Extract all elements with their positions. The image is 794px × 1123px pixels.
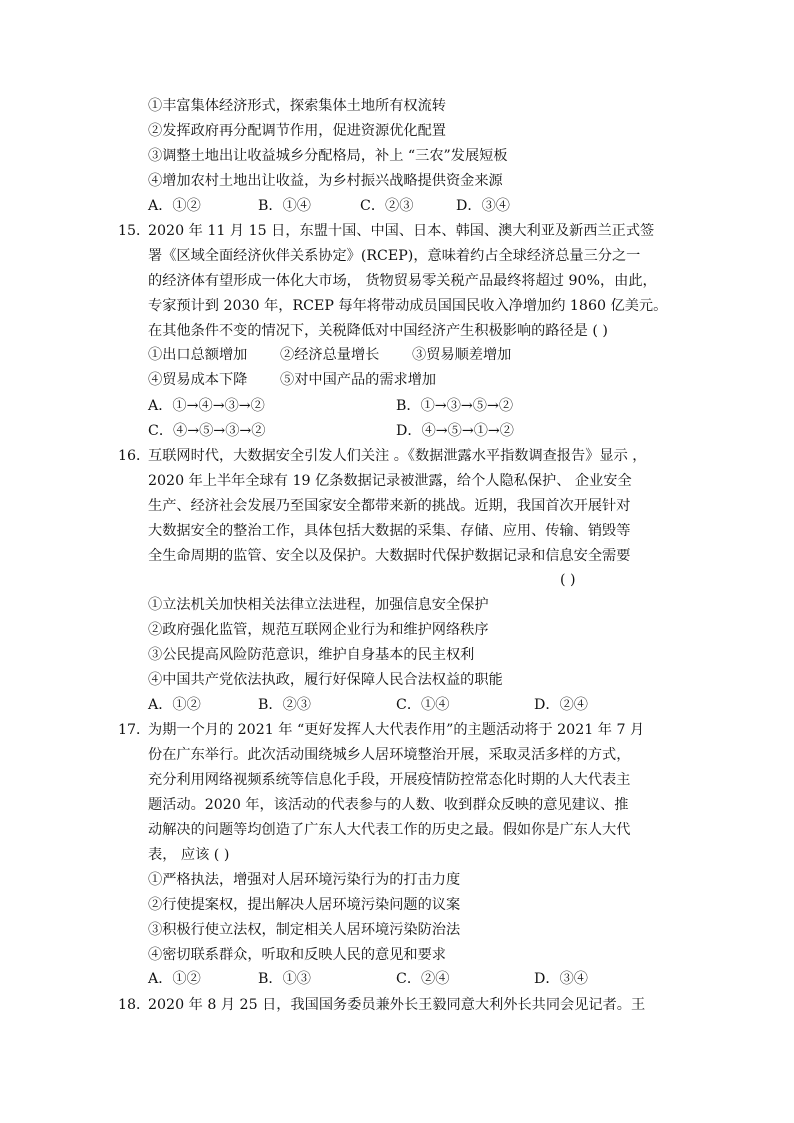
q16-option-c: C．①④ [396, 697, 450, 713]
q17-stem-line-5: 动解决的问题等均创造了广东人大代表工作的历史之最。假如你是广东人大代 [148, 822, 631, 838]
q17-stem-line-1: 为期一个月的 2021 年 “更好发挥人大代表作用”的主题活动将于 2021 年 7 月 [148, 722, 645, 738]
q15-item-1: ①出口总额增加 [148, 347, 248, 363]
q18-number: 18． [118, 997, 151, 1013]
q17-option-c: C．②④ [396, 971, 450, 987]
q16-item-2: ②政府强化监管，规范互联网企业行为和维护网络秩序 [148, 622, 489, 638]
q16-option-b: B．②③ [258, 697, 311, 713]
q16-stem-line-5: 全生命周期的监管、安全以及保护。大数据时代保护数据记录和信息安全需要 [148, 548, 631, 564]
q15-option-d: D．④→⑤→①→② [396, 423, 514, 439]
q17-item-4: ④密切联系群众，听取和反映人民的意见和要求 [148, 947, 446, 963]
q15-stem-line-2: 署《区域全面经济伙伴关系协定》(RCEP)，意味着约占全球经济总量三分之一 [148, 248, 641, 264]
q15-item-2: ②经济总量增长 [280, 347, 380, 363]
q17-stem-line-6: 表， 应该 ( ) [148, 847, 230, 863]
q14-option-a: A．①② [148, 198, 201, 214]
q16-stem-line-3: 生产、经济社会发展乃至国家安全都带来新的挑战。近期，我国首次开展针对 [148, 498, 631, 514]
q16-answer-blank: ( ) [560, 572, 576, 588]
q16-item-4: ④中国共产党依法执政，履行好保障人民合法权益的职能 [148, 672, 503, 688]
q17-option-b: B．①③ [258, 971, 311, 987]
q14-item-2: ②发挥政府再分配调节作用，促进资源优化配置 [148, 123, 446, 139]
q14-option-b: B．①④ [258, 198, 311, 214]
q17-number: 17． [118, 722, 151, 738]
q16-option-d: D．②④ [534, 697, 588, 713]
q14-option-c: C．②③ [360, 198, 414, 214]
q16-item-3: ③公民提高风险防范意识，维护自身基本的民主权利 [148, 647, 475, 663]
q14-item-1: ①丰富集体经济形式，探索集体土地所有权流转 [148, 98, 446, 114]
q18-stem-line-1: 2020 年 8 月 25 日，我国国务委员兼外长王毅同意大利外长共同会见记者。王 [148, 997, 646, 1013]
q15-stem-line-3: 的经济体有望形成一体化大市场， 货物贸易零关税产品最终将超过 90%，由此， [148, 273, 657, 289]
q14-option-d: D．③④ [456, 198, 510, 214]
q17-stem-line-4: 题活动。2020 年，该活动的代表参与的人数、收到群众反映的意见建议、推 [148, 797, 629, 813]
q17-item-1: ①严格执法，增强对人居环境污染行为的打击力度 [148, 872, 461, 888]
q16-stem-line-1: 互联网时代，大数据安全引发人们关注 。《数据泄露水平指数调查报告》显示 ， [148, 448, 647, 464]
q15-item-4: ④贸易成本下降 [148, 372, 248, 388]
q15-option-b: B．①→③→⑤→② [396, 398, 514, 414]
q16-stem-line-4: 大数据安全的整治工作，具体包括大数据的采集、存储、应用、传输、销毁等 [148, 523, 631, 539]
q15-item-5: ⑤对中国产品的需求增加 [280, 372, 437, 388]
q16-item-1: ①立法机关加快相关法律立法进程，加强信息安全保护 [148, 597, 489, 613]
q17-item-3: ③积极行使立法权，制定相关人居环境污染防治法 [148, 922, 461, 938]
q16-option-a: A．①② [148, 697, 201, 713]
q14-item-4: ④增加农村土地出让收益，为乡村振兴战略提供资金来源 [148, 173, 503, 189]
q17-stem-line-3: 充分利用网络视频系统等信息化手段，开展疫情防控常态化时期的人大代表主 [148, 772, 631, 788]
q14-item-3: ③调整土地出让收益城乡分配格局，补上 “三农”发展短板 [148, 148, 508, 164]
q17-item-2: ②行使提案权，提出解决人居环境污染问题的议案 [148, 897, 461, 913]
q17-stem-line-2: 份在广东举行。此次活动围绕城乡人居环境整治开展，采取灵活多样的方式， [148, 747, 631, 763]
q15-stem-line-4: 专家预计到 2030 年，RCEP 每年将带动成员国国民收入净增加约 1860 亿美元。 [148, 298, 668, 314]
q15-option-a: A．①→④→③→② [148, 398, 265, 414]
q17-option-a: A．①② [148, 971, 201, 987]
q15-stem-line-1: 2020 年 11 月 15 日，东盟十国、中国、日本、韩国、澳大利亚及新西兰正式签 [148, 223, 655, 239]
q15-stem-line-5: 在其他条件不变的情况下，关税降低对中国经济产生积极影响的路径是 ( ) [148, 323, 608, 339]
q17-option-d: D．③④ [534, 971, 588, 987]
q16-number: 16． [118, 448, 151, 464]
q16-stem-line-2: 2020 年上半年全球有 19 亿条数据记录被泄露，给个人隐私保护、 企业安全 [148, 473, 632, 489]
q15-option-c: C．④→⑤→③→② [148, 423, 266, 439]
q15-number: 15． [118, 223, 151, 239]
q15-item-3: ③贸易顺差增加 [412, 347, 512, 363]
